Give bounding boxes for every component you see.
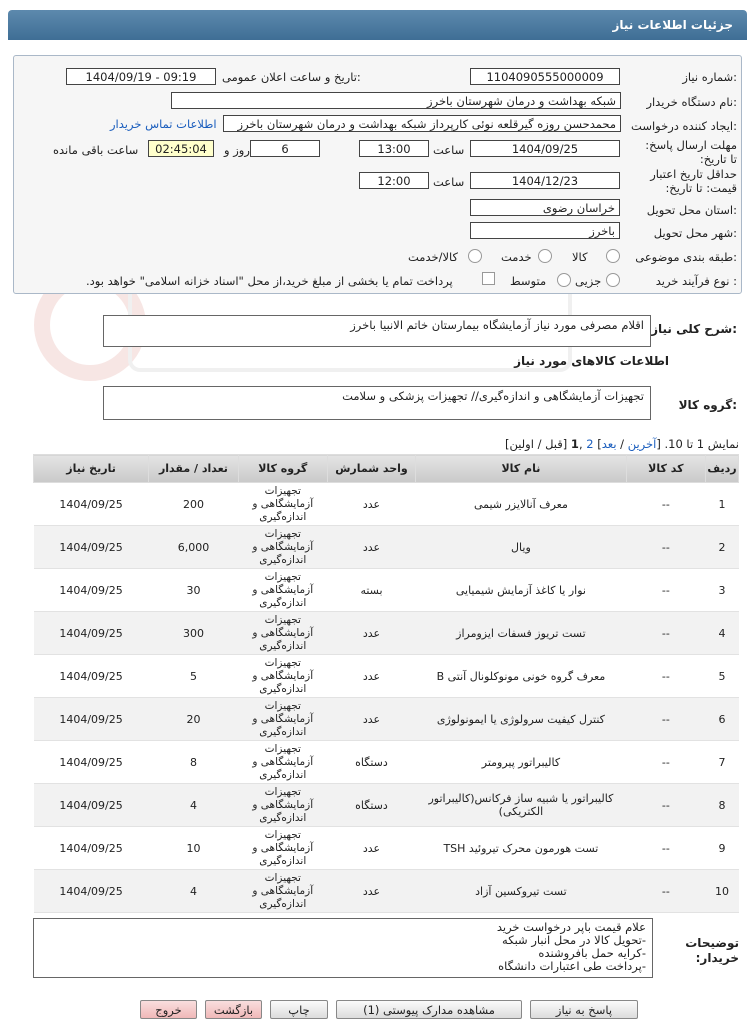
- exit-button[interactable]: خروج: [140, 1000, 197, 1019]
- creator-field: محمدحسن روزه گیرقلعه نوئی کارپرداز شبکه بهداشت و درمان شهرستان باخرز: [223, 115, 621, 132]
- remaining-label: ساعت باقی مانده: [53, 143, 139, 157]
- cell-date: 1404/09/25: [34, 612, 149, 655]
- pagination: [505, 437, 739, 451]
- attachments-button[interactable]: مشاهده مدارک پیوستی (1): [336, 1000, 522, 1019]
- process-option-minor: جزیی: [575, 274, 602, 288]
- table-row: [34, 827, 739, 870]
- province-label: استان محل تحویل:: [646, 203, 737, 217]
- cell-unit: عدد: [327, 827, 415, 870]
- buyer-notes-field: [33, 918, 653, 978]
- process-radio-minor[interactable]: [606, 273, 620, 287]
- col-date-header: تاریخ نیاز: [34, 455, 149, 483]
- cell-name: تست تریوز فسفات ایزومراز: [416, 612, 626, 655]
- cell-row: 6: [706, 698, 739, 741]
- cell-date: 1404/09/25: [34, 741, 149, 784]
- cell-code: --: [626, 870, 705, 913]
- validity-label: حداقل تاریخ اعتبار قیمت: تا تاریخ:: [650, 167, 737, 195]
- cell-name: معرف گروه خونی مونوکلونال آنتی B: [416, 655, 626, 698]
- table-row: [34, 569, 739, 612]
- validity-time-field: 12:00: [359, 172, 429, 189]
- pagination-next-link[interactable]: بعد: [601, 437, 617, 451]
- cell-code: --: [626, 741, 705, 784]
- cell-qty: 20: [149, 698, 239, 741]
- days-label: روز و: [224, 143, 250, 157]
- page-header: [0, 0, 755, 47]
- cell-code: --: [626, 827, 705, 870]
- cell-qty: 6,000: [149, 526, 239, 569]
- back-button[interactable]: بازگشت: [205, 1000, 262, 1019]
- cell-row: 10: [706, 870, 739, 913]
- cell-date: 1404/09/25: [34, 655, 149, 698]
- cell-group: تجهیزات آزمایشگاهی و اندازه‌گیری: [238, 569, 327, 612]
- cell-row: 1: [706, 483, 739, 526]
- col-qty-header: تعداد / مقدار: [149, 455, 239, 483]
- col-code-header: کد کالا: [626, 455, 705, 483]
- cell-date: 1404/09/25: [34, 526, 149, 569]
- buyer-note-line: -پرداخت طی اعتبارات دانشگاه: [498, 959, 646, 973]
- cell-date: 1404/09/25: [34, 870, 149, 913]
- contact-info-link[interactable]: اطلاعات تماس خریدار: [110, 117, 217, 131]
- cell-name: کنترل کیفیت سرولوژی یا ایمونولوژی: [416, 698, 626, 741]
- cell-qty: 8: [149, 741, 239, 784]
- cell-unit: دستگاه: [327, 784, 415, 827]
- cell-qty: 300: [149, 612, 239, 655]
- creator-label: ایجاد کننده درخواست:: [631, 119, 737, 133]
- cell-group: تجهیزات آزمایشگاهی و اندازه‌گیری: [238, 483, 327, 526]
- buyer-org-field: شبکه بهداشت و درمان شهرستان باخرز: [171, 92, 621, 109]
- cell-group: تجهیزات آزمایشگاهی و اندازه‌گیری: [238, 526, 327, 569]
- cell-code: --: [626, 784, 705, 827]
- announce-label: تاریخ و ساعت اعلان عمومی:: [222, 70, 361, 84]
- cell-date: 1404/09/25: [34, 784, 149, 827]
- cell-name: تست تیروکسین آزاد: [416, 870, 626, 913]
- category-option-goods: کالا: [572, 250, 588, 264]
- cell-name: کالیبراتور یا شبیه ساز فرکانس(کالیبراتور الکتریکی): [416, 784, 626, 827]
- cell-unit: عدد: [327, 655, 415, 698]
- city-label: شهر محل تحویل:: [653, 226, 737, 240]
- province-field: خراسان رضوی: [470, 199, 620, 216]
- cell-code: --: [626, 655, 705, 698]
- header-bar: [8, 10, 747, 40]
- category-radio-goods[interactable]: [606, 249, 620, 263]
- pagination-comma: ,: [578, 437, 587, 451]
- description-field: اقلام مصرفی مورد نیاز آزمایشگاه بیمارستان خاتم الانبیا باخرز: [103, 315, 651, 347]
- remaining-time-field: 02:45:04: [148, 140, 214, 157]
- cell-date: 1404/09/25: [34, 827, 149, 870]
- need-number-field: 1104090555000009: [470, 68, 620, 85]
- cell-code: --: [626, 526, 705, 569]
- cell-row: 2: [706, 526, 739, 569]
- cell-unit: عدد: [327, 870, 415, 913]
- pagination-sep2: ]: [593, 437, 602, 451]
- table-row: [34, 741, 739, 784]
- buyer-note-line: علام قیمت باپر درخواست خرید: [496, 920, 646, 934]
- pagination-suffix: [قبل / اولین]: [504, 437, 571, 451]
- col-group-header: گروه کالا: [238, 455, 327, 483]
- category-radio-both[interactable]: [468, 249, 482, 263]
- cell-group: تجهیزات آزمایشگاهی و اندازه‌گیری: [238, 612, 327, 655]
- buyer-notes-label: توضیحات خریدار:: [685, 936, 739, 965]
- category-label: طبقه بندی موضوعی:: [635, 250, 737, 264]
- cell-group: تجهیزات آزمایشگاهی و اندازه‌گیری: [238, 827, 327, 870]
- cell-row: 9: [706, 827, 739, 870]
- cell-group: تجهیزات آزمایشگاهی و اندازه‌گیری: [238, 655, 327, 698]
- cell-code: --: [626, 698, 705, 741]
- cell-name: نوار یا کاغذ آزمایش شیمیایی: [416, 569, 626, 612]
- cell-qty: 4: [149, 870, 239, 913]
- pagination-prefix: نمایش 1 تا 10. [: [656, 437, 739, 451]
- days-field: 6: [250, 140, 320, 157]
- table-row: [34, 526, 739, 569]
- description-label: شرح کلی نیاز:: [651, 322, 737, 336]
- buyer-org-label: نام دستگاه خریدار:: [646, 95, 737, 109]
- cell-code: --: [626, 569, 705, 612]
- page-title: جزئیات اطلاعات نیاز: [612, 18, 733, 32]
- cell-row: 8: [706, 784, 739, 827]
- reply-button[interactable]: پاسخ به نیاز: [530, 1000, 638, 1019]
- process-option-medium: متوسط: [510, 274, 547, 288]
- pagination-sep1: /: [616, 437, 628, 451]
- cell-group: تجهیزات آزمایشگاهی و اندازه‌گیری: [238, 698, 327, 741]
- table-header-row: [34, 455, 739, 483]
- cell-unit: عدد: [327, 483, 415, 526]
- cell-date: 1404/09/25: [34, 698, 149, 741]
- cell-group: تجهیزات آزمایشگاهی و اندازه‌گیری: [238, 870, 327, 913]
- category-radio-service[interactable]: [538, 249, 552, 263]
- cell-qty: 5: [149, 655, 239, 698]
- items-table-body: [34, 483, 739, 913]
- cell-date: 1404/09/25: [34, 569, 149, 612]
- pagination-page-1: 1: [570, 437, 579, 451]
- pagination-last-link[interactable]: آخرین: [627, 437, 657, 451]
- payment-checkbox[interactable]: [482, 272, 495, 285]
- cell-code: --: [626, 483, 705, 526]
- print-button[interactable]: چاپ: [270, 1000, 328, 1019]
- need-number-label: شماره نیاز:: [682, 70, 737, 84]
- category-option-both: کالا/خدمت: [408, 250, 459, 264]
- col-row-header: ردیف: [706, 455, 739, 483]
- table-row: [34, 784, 739, 827]
- buyer-note-line: -تحویل کالا در محل انبار شبکه: [502, 933, 646, 947]
- cell-unit: بسته: [327, 569, 415, 612]
- payment-note: پرداخت تمام یا بخشی از مبلغ خرید،از محل "اسناد خزانه اسلامی" خواهد بود.: [86, 274, 453, 288]
- table-row: [34, 612, 739, 655]
- buyer-note-line: -کرایه حمل بافروشنده: [538, 946, 646, 960]
- validity-time-label: ساعت: [433, 175, 465, 189]
- cell-qty: 4: [149, 784, 239, 827]
- table-row: [34, 483, 739, 526]
- cell-qty: 30: [149, 569, 239, 612]
- goods-group-field: تجهیزات آزمایشگاهی و اندازه‌گیری// تجهیزات پزشکی و سلامت: [103, 386, 651, 420]
- deadline-date-field: 1404/09/25: [470, 140, 620, 157]
- cell-row: 3: [706, 569, 739, 612]
- cell-date: 1404/09/25: [34, 483, 149, 526]
- goods-group-label: گروه کالا:: [678, 398, 737, 412]
- process-radio-medium[interactable]: [557, 273, 571, 287]
- items-table: [33, 454, 739, 913]
- cell-unit: عدد: [327, 698, 415, 741]
- cell-qty: 10: [149, 827, 239, 870]
- city-field: باخرز: [470, 222, 620, 239]
- cell-qty: 200: [149, 483, 239, 526]
- cell-row: 7: [706, 741, 739, 784]
- pagination-page-2[interactable]: 2: [586, 437, 594, 451]
- deadline-time-label: ساعت: [433, 143, 465, 157]
- deadline-time-field: 13:00: [359, 140, 429, 157]
- validity-date-field: 1404/12/23: [470, 172, 620, 189]
- cell-group: تجهیزات آزمایشگاهی و اندازه‌گیری: [238, 741, 327, 784]
- col-unit-header: واحد شمارش: [327, 455, 415, 483]
- cell-row: 5: [706, 655, 739, 698]
- cell-name: کالیبراتور پیرومتر: [416, 741, 626, 784]
- cell-code: --: [626, 612, 705, 655]
- process-label: نوع فرآیند خرید :: [655, 274, 737, 288]
- goods-info-title: اطلاعات کالاهای مورد نیاز: [514, 354, 669, 368]
- cell-row: 4: [706, 612, 739, 655]
- announce-field: 1404/09/19 - 09:19: [66, 68, 216, 85]
- cell-group: تجهیزات آزمایشگاهی و اندازه‌گیری: [238, 784, 327, 827]
- cell-name: معرف آنالایزر شیمی: [416, 483, 626, 526]
- col-name-header: نام کالا: [416, 455, 626, 483]
- cell-unit: دستگاه: [327, 741, 415, 784]
- cell-name: تست هورمون محرک تیروئید TSH: [416, 827, 626, 870]
- table-row: [34, 655, 739, 698]
- table-row: [34, 698, 739, 741]
- cell-unit: عدد: [327, 526, 415, 569]
- category-option-service: خدمت: [501, 250, 532, 264]
- table-row: [34, 870, 739, 913]
- cell-name: ویال: [416, 526, 626, 569]
- cell-unit: عدد: [327, 612, 415, 655]
- deadline-label: مهلت ارسال پاسخ: تا تاریخ:: [645, 138, 737, 166]
